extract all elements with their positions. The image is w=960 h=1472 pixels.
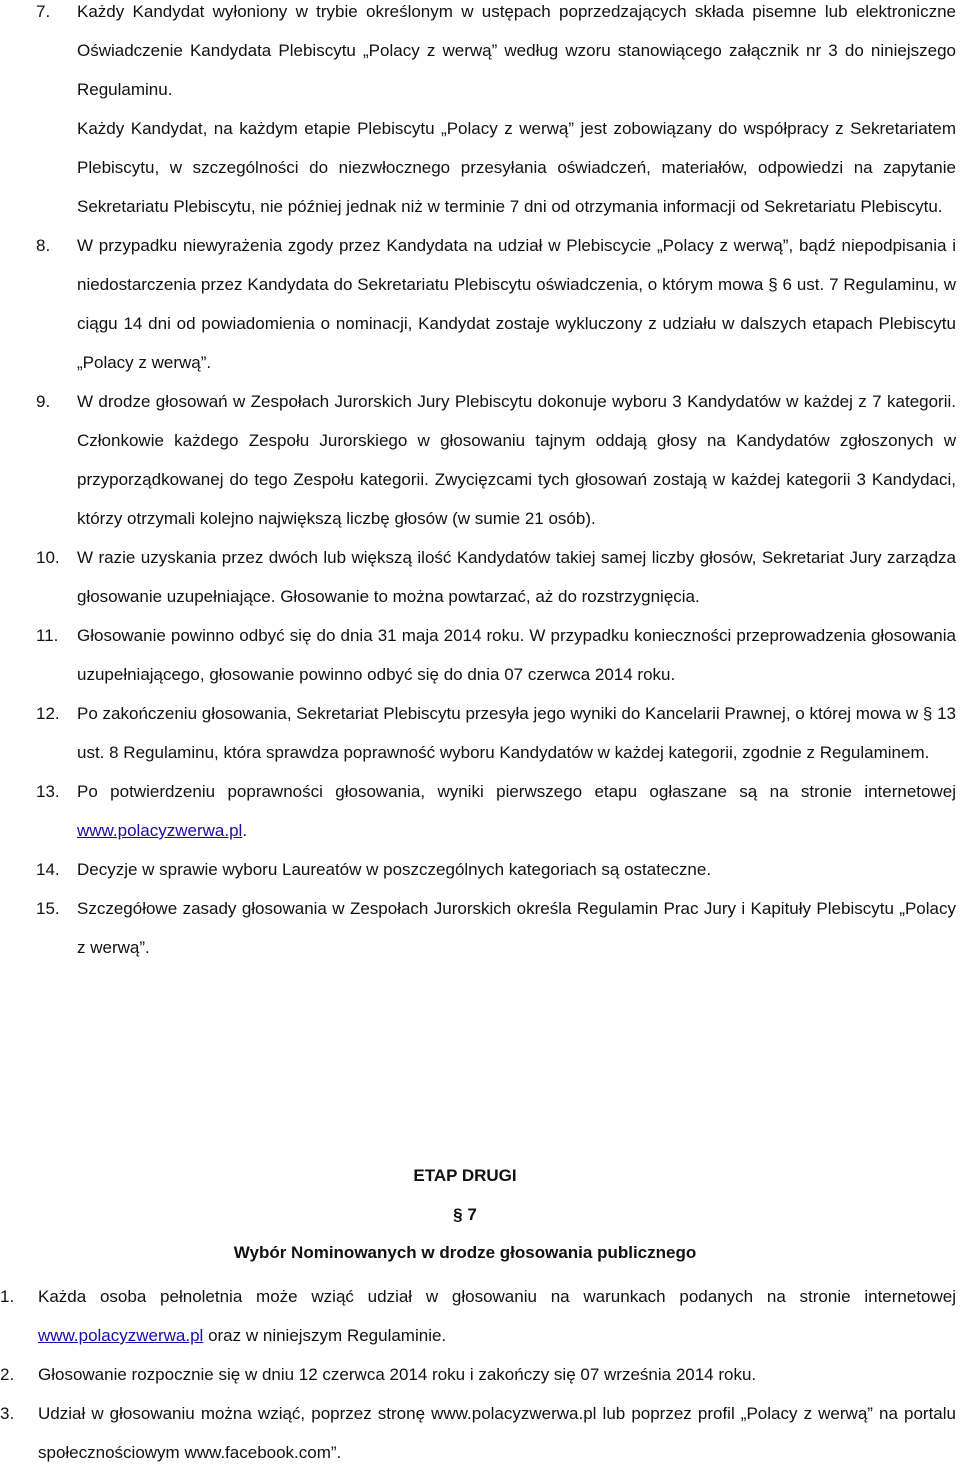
item-text: Decyzje w sprawie wyboru Laureatów w poszczególnych kategoriach są ostateczne. — [77, 860, 712, 879]
item-number: 14. — [36, 860, 60, 879]
item-number: 11. — [36, 626, 59, 645]
item-text: Po zakończeniu głosowania, Sekretariat Plebiscytu przesyła jego wyniki do Kancelarii Prawnej, o której mowa w § 13 ust. 8 Regulaminu, która sprawdza poprawność wyboru Kandydatów w każdej kategorii, zgodnie z Regulaminem. — [77, 704, 956, 762]
item-number: 9. — [36, 392, 51, 411]
item-text: Każdy Kandydat wyłoniony w trybie określonym w ustępach poprzedzających składa pisemne lub elektroniczne Oświadczenie Kandydata Plebiscytu „Polacy z werwą” według wzoru stanowiącego załącznik nr 3 do niniejszego Regulaminu. — [77, 2, 956, 99]
item-text: Głosowanie rozpocznie się w dniu 12 czerwca 2014 roku i zakończy się 07 września 2014 roku. — [38, 1365, 757, 1384]
item-number: 13. — [36, 782, 60, 801]
list-item-8 — [36, 226, 956, 382]
list-item-14 — [36, 850, 956, 889]
item-text-end: oraz w niniejszym Regulaminie. — [203, 1326, 447, 1345]
item-number: 3. — [0, 1404, 15, 1423]
list-item-7-continuation — [36, 109, 956, 226]
list-item-1 — [0, 1277, 956, 1355]
item-text: W razie uzyskania przez dwóch lub większą ilość Kandydatów takiej samej liczby głosów, Sekretariat Jury zarządza głosowanie uzupełniające. Głosowanie to można powtarzać, aż do rozstrzygnięcia. — [77, 548, 956, 606]
list-item-3 — [0, 1394, 956, 1472]
item-number: 8. — [36, 236, 51, 255]
stage-heading: ETAP DRUGI — [413, 1166, 517, 1185]
item-number: 12. — [36, 704, 60, 723]
item-number: 10. — [36, 548, 60, 567]
item-text: Szczegółowe zasady głosowania w Zespołach Jurorskich określa Regulamin Prac Jury i Kapituły Plebiscytu „Polacy z werwą”. — [77, 899, 956, 957]
list-item-9 — [36, 382, 956, 538]
item-text-end: . — [242, 821, 248, 840]
list-item-2 — [0, 1355, 956, 1394]
item-number: 7. — [36, 2, 51, 21]
item-text: Po potwierdzeniu poprawności głosowania, wyniki pierwszego etapu ogłaszane są na stronie internetowej — [77, 782, 956, 801]
item-text: W drodze głosowań w Zespołach Jurorskich Jury Plebiscytu dokonuje wyboru 3 Kandydatów w każdej z 7 kategorii. Członkowie każdego Zespołu Jurorskiego w głosowaniu tajnym oddają głosy na Kandydatów zgłoszonych w przyporządkowanej do tego Zespołu kategorii. Zwycięzcami tych głosowań zostają w każdej kategorii 3 Kandydaci, którzy otrzymali kolejno największą liczbę głosów (w sumie 21 osób). — [77, 392, 956, 528]
item-text: Każda osoba pełnoletnia może wziąć udział w głosowaniu na warunkach podanych na stronie internetowej — [38, 1287, 956, 1306]
item-number: 1. — [0, 1287, 15, 1306]
list-item-11 — [36, 616, 956, 694]
item-number: 2. — [0, 1365, 15, 1384]
regulation-list-part-2 — [0, 1277, 956, 1472]
website-link[interactable]: www.polacyzwerwa.pl — [77, 821, 243, 840]
item-number: 15. — [36, 899, 60, 918]
list-item-13 — [36, 772, 956, 850]
item-text: Każdy Kandydat, na każdym etapie Plebiscytu „Polacy z werwą” jest zobowiązany do współpracy z Sekretariatem Plebiscytu, w szczególności do niezwłocznego przesyłania oświadczeń, materiałów, odpowiedzi na zapytanie Sekretariatu Plebiscytu, nie później jednak niż w terminie 7 dni od otrzymania informacji od Sekretariatu Plebiscytu. — [77, 119, 956, 216]
item-text: Głosowanie powinno odbyć się do dnia 31 maja 2014 roku. W przypadku konieczności przeprowadzenia głosowania uzupełniającego, głosowanie powinno odbyć się do dnia 07 czerwca 2014 roku. — [77, 626, 956, 684]
regulation-list-part-1 — [36, 0, 956, 967]
item-text: Udział w głosowaniu można wziąć, poprzez stronę www.polacyzwerwa.pl lub poprzez profil „Polacy z werwą” na portalu społecznościowym www.facebook.com”. — [38, 1404, 956, 1462]
website-link[interactable]: www.polacyzwerwa.pl — [38, 1326, 204, 1345]
list-item-10 — [36, 538, 956, 616]
section-title: Wybór Nominowanych w drodze głosowania publicznego — [233, 1243, 697, 1262]
list-item-15 — [36, 889, 956, 967]
list-item-12 — [36, 694, 956, 772]
item-text: W przypadku niewyrażenia zgody przez Kandydata na udział w Plebiscycie „Polacy z werwą”, bądź niepodpisania i niedostarczenia przez Kandydata do Sekretariatu Plebiscytu oświadczenia, o którym mowa § 6 ust. 7 Regulaminu, w ciągu 14 dni od powiadomienia o nominacji, Kandydat zostaje wykluczony z udziału w dalszych etapach Plebiscytu „Polacy z werwą”. — [77, 236, 956, 372]
paragraph-heading: § 7 — [453, 1205, 477, 1224]
list-item-7 — [36, 0, 956, 109]
